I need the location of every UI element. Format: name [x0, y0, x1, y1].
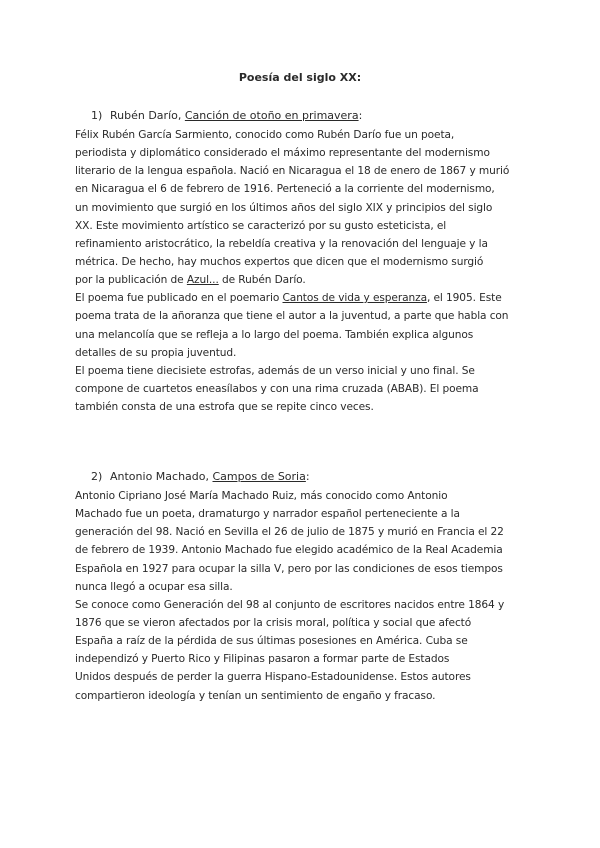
- section-2-heading: [91, 470, 310, 484]
- text-line: poema trata de la añoranza que tiene el autor a la juventud, a parte que habla con: [75, 310, 509, 323]
- text-line: también consta de una estrofa que se repite cinco veces.: [75, 401, 374, 414]
- text-line: detalles de su propia juventud.: [75, 346, 237, 359]
- text-line: periodista y diplomático considerado el máximo representante del modernismo: [75, 147, 490, 160]
- section-2-number: 2): [91, 470, 103, 483]
- text-line: compartieron ideología y tenían un sentimiento de engaño y fracaso.: [75, 689, 436, 702]
- text-segment: por la publicación de: [75, 274, 187, 287]
- section-1-heading: [91, 109, 362, 123]
- text-line: de febrero de 1939. Antonio Machado fue elegido académico de la Real Academia: [75, 544, 503, 557]
- text-line: métrica. De hecho, hay muchos expertos que dicen que el modernismo surgió: [75, 255, 484, 268]
- book-title-cantos: Cantos de vida y esperanza: [282, 292, 427, 305]
- text-line: 1876 que se vieron afectados por la crisis moral, política y social que afectó: [75, 616, 472, 629]
- text-line: refinamiento aristocrático, la rebeldía creativa y la renovación del lenguaje y la: [75, 237, 488, 250]
- section-2-work-title: Campos de Soria: [212, 470, 306, 483]
- text-line: [75, 289, 545, 307]
- text-line: compone de cuartetos eneasílabos y con una rima cruzada (ABAB). El poema: [75, 382, 479, 395]
- section-1-number: 1): [91, 109, 103, 122]
- text-line: [75, 271, 545, 289]
- text-line: una melancolía que se refleja a lo largo del poema. También explica algunos: [75, 328, 474, 341]
- text-line: Se conoce como Generación del 98 al conjunto de escritores nacidos entre 1864 y: [75, 598, 505, 611]
- text-line: independizó y Puerto Rico y Filipinas pasaron a formar parte de Estados: [75, 653, 450, 666]
- text-line: El poema tiene diecisiete estrofas, además de un verso inicial y uno final. Se: [75, 364, 475, 377]
- text-segment: , el 1905. Este: [426, 292, 502, 305]
- text-line: literario de la lengua española. Nació en Nicaragua el 18 de enero de 1867 y murió: [75, 165, 510, 178]
- section-2-body: [75, 487, 545, 705]
- page-title: Poesía del siglo XX:: [238, 71, 362, 84]
- text-segment: El poema fue publicado en el poemario: [75, 292, 283, 305]
- text-line: un movimiento que surgió en los últimos años del siglo XIX y principios del siglo: [75, 201, 493, 214]
- text-line: Española en 1927 para ocupar la silla V, pero por las condiciones de esos tiempos: [75, 562, 503, 575]
- text-line: Félix Rubén García Sarmiento, conocido como Rubén Darío fue un poeta,: [75, 129, 455, 141]
- text-line: nunca llegó a ocupar esa silla.: [75, 580, 233, 593]
- section-1-body: [75, 126, 545, 416]
- text-line: Machado fue un poeta, dramaturgo y narrador español perteneciente a la: [75, 508, 460, 521]
- text-line: España a raíz de la pérdida de sus últimas posesiones en América. Cuba se: [75, 635, 468, 648]
- text-line: en Nicaragua el 6 de febrero de 1916. Perteneció a la corriente del modernismo,: [75, 183, 495, 196]
- text-segment: de Rubén Darío.: [218, 274, 306, 287]
- text-line: Antonio Cipriano José María Machado Ruiz, más conocido como Antonio: [75, 490, 448, 502]
- section-2-colon: :: [305, 470, 310, 483]
- text-line: generación del 98. Nació en Sevilla el 26 de julio de 1875 y murió en Francia el 22: [75, 526, 504, 539]
- section-1-author: Rubén Darío,: [110, 109, 185, 122]
- book-title-azul: Azul...: [186, 274, 219, 287]
- section-2-author: Antonio Machado,: [110, 470, 213, 483]
- section-1-colon: :: [358, 109, 363, 122]
- section-1-work-title: Canción de otoño en primavera: [184, 109, 359, 122]
- text-line: XX. Este movimiento artístico se caracterizó por su gusto esteticista, el: [75, 219, 447, 232]
- text-line: Unidos después de perder la guerra Hispano-Estadounidense. Estos autores: [75, 671, 471, 684]
